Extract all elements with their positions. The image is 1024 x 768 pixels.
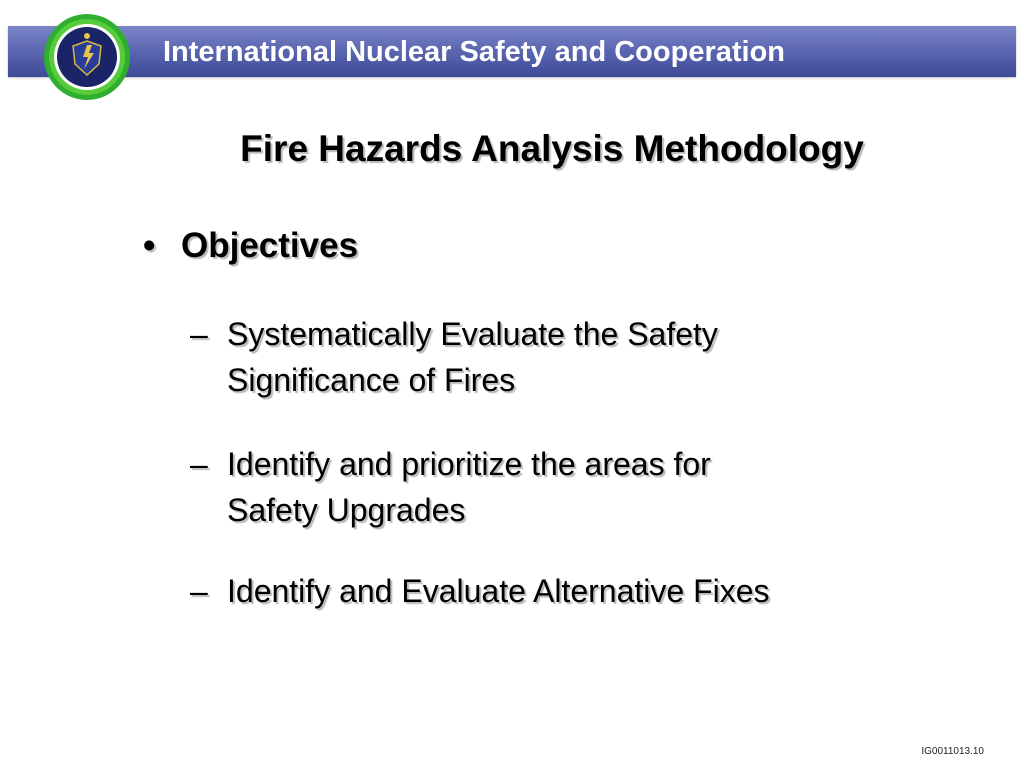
slide-id: IG0011013.10 bbox=[921, 746, 984, 757]
subbullet-3 bbox=[190, 568, 770, 614]
banner-title: International Nuclear Safety and Cooperation bbox=[163, 36, 785, 68]
subbullet-marker: – bbox=[190, 446, 208, 482]
subbullet-line bbox=[190, 441, 711, 487]
subbullet-text: Systematically Evaluate the Safety bbox=[227, 316, 718, 352]
department-seal-icon bbox=[42, 12, 132, 102]
subbullet-line bbox=[190, 311, 718, 357]
subbullet-text: Identify and prioritize the areas for bbox=[227, 446, 711, 482]
subbullet-text: Identify and Evaluate Alternative Fixes bbox=[227, 573, 770, 609]
slide-title: Fire Hazards Analysis Methodology bbox=[240, 128, 864, 169]
bullet-item bbox=[143, 226, 358, 266]
bullet-label: Objectives bbox=[181, 226, 359, 265]
subbullet-marker: – bbox=[190, 573, 208, 609]
bullet-marker: • bbox=[143, 226, 156, 265]
subbullet-1 bbox=[190, 311, 718, 403]
subbullet-marker: – bbox=[190, 316, 208, 352]
subbullet-text-continued: Safety Upgrades bbox=[227, 492, 466, 528]
subbullet-2 bbox=[190, 441, 711, 533]
subbullet-text-continued: Significance of Fires bbox=[227, 362, 516, 398]
subbullet-line bbox=[190, 568, 770, 614]
